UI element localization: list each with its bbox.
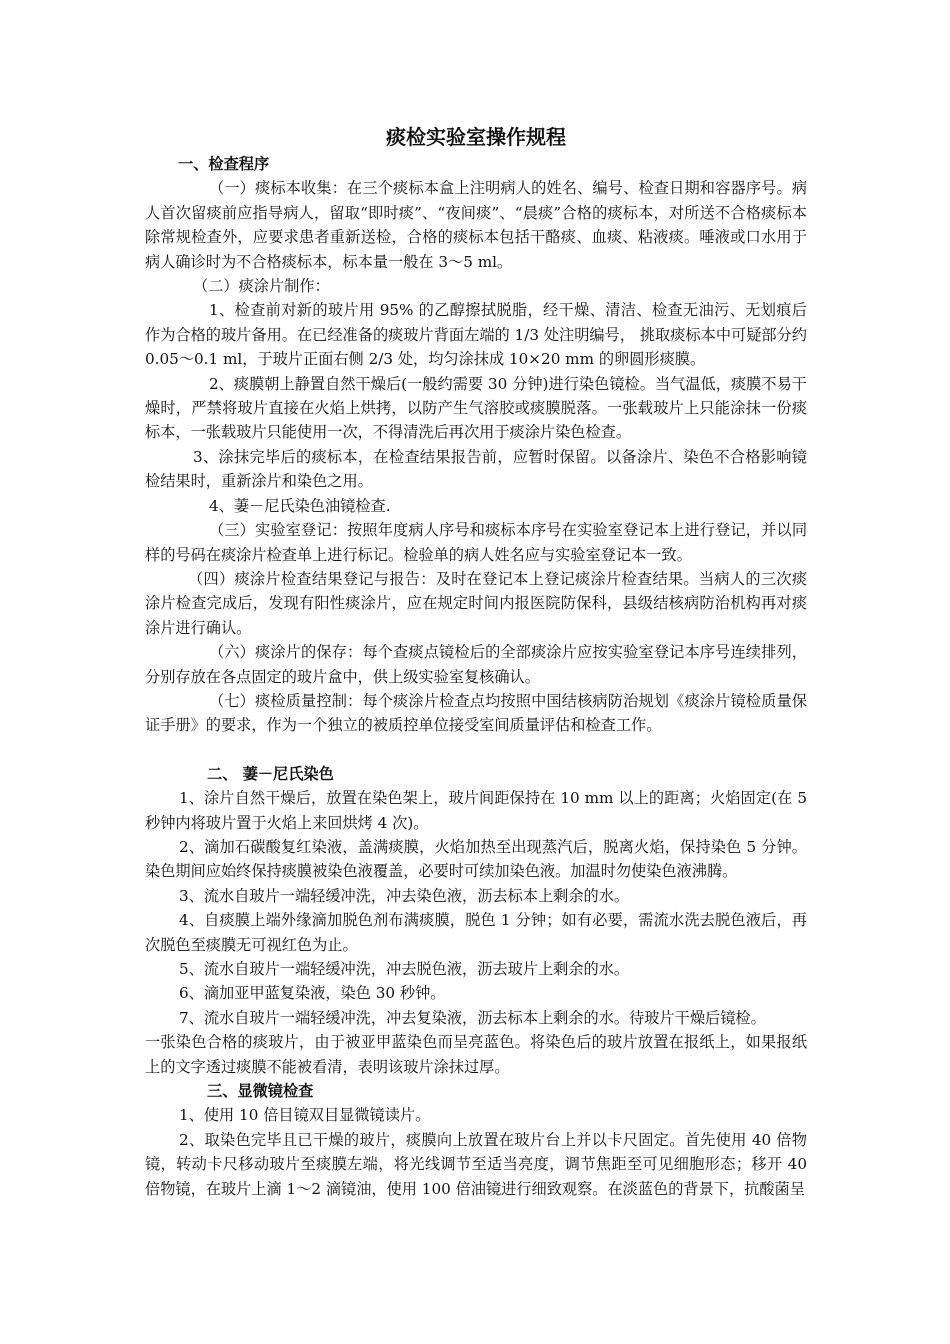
paragraph-lab-registration: （三）实验室登记：按照年度病人序号和痰标本序号在实验室登记本上进行登记，并以同样的号码在痰涂片检查单上进行标记。检验单的病人姓名应与实验室登记本一致。: [145, 521, 807, 564]
list-item: 5、流水自玻片一端轻缓冲洗，冲去脱色液，沥去玻片上剩余的水。: [179, 960, 630, 978]
list-item: 2、滴加石碳酸复红染液，盖满痰膜，火焰加热至出现蒸汽后，脱离火焰，保持染色 5 分钟。染色期间应始终保持痰膜被染色液覆盖，必要时可续加染色液。加温时勿使染色液沸腾。: [145, 837, 807, 881]
section-heading-microscopy: 三、显微镜检查: [207, 1082, 314, 1101]
paragraph-smear-step-2: 2、痰膜朝上静置自然干燥后(一般约需要 30 分钟)进行染色镜检。当气温低，痰膜不易干燥时，严禁将玻片直接在火焰上烘拷，以防产生气溶胶或痰膜脱落。一张载玻片上只能涂抹一份痰标本，一张载玻片只能使用一次，不得清洗后再次用于痰涂片染色检查。: [145, 374, 807, 442]
list-item: 1、使用 10 倍目镜双目显微镜读片。: [179, 1106, 431, 1125]
paragraph-smear-storage: （六）痰涂片的保存：每个查痰点镜检后的全部痰涂片应按实验室登记本序号连续排列，分别存放在各点固定的玻片盒中，供上级实验室复核确认。: [145, 643, 807, 686]
document-title: 痰检实验室操作规程: [386, 125, 566, 149]
list-item: 2、取染色完毕且已干燥的玻片，痰膜向上放置在玻片台上并以卡尺固定。首先使用 40 倍物镜，转动卡尺移动玻片至痰膜左端，将光线调节至适当亮度，调节焦距至可见细胞形态；移开 40 倍物镜，在玻片上滴 1～2 滴镜油，使用 100 倍油镜进行细致观察。在淡蓝色的背景下，抗酸菌呈: [145, 1130, 807, 1198]
spacer: [145, 738, 807, 762]
document-body: [145, 122, 807, 1201]
list-item: 6、滴加亚甲蓝复染液，染色 30 秒钟。: [179, 984, 446, 1003]
paragraph-smear-step-1: 1、检查前对新的玻片用 95% 的乙醇擦拭脱脂，经干燥、清洁、检查无油污、无划痕后作为合格的玻片备用。在已经准备的痰玻片背面左端的 1/3 处注明编号， 挑取痰标本中可疑部分约 0.05～0.1 ml，于玻片正面右侧 2/3 处，均匀涂抹成 10×20 mm 的卵圆形痰膜。: [145, 301, 807, 369]
list-item: 4、自痰膜上端外缘滴加脱色剂布满痰膜，脱色 1 分钟；如有必要，需流水洗去脱色液后，再次脱色至痰膜无可视红色为止。: [145, 911, 807, 954]
list-item: 3、流水自玻片一端轻缓冲洗，冲去染色液，沥去标本上剩余的水。: [179, 886, 630, 905]
list-item: 7、流水自玻片一端轻缓冲洗，冲去复染液，沥去标本上剩余的水。待玻片干燥后镜检。: [179, 1008, 766, 1027]
paragraph-smear-step-3: 3、涂抹完毕后的痰标本，在检查结果报告前，应暂时保留。以备涂片、染色不合格影响镜检结果时，重新涂片和染色之用。: [145, 447, 807, 491]
paragraph-quality-control: （七）痰检质量控制：每个痰涂片检查点均按照中国结核病防治规划《痰涂片镜检质量保证手册》的要求，作为一个独立的被质控单位接受室间质量评估和检查工作。: [145, 691, 807, 735]
paragraph-staining-note: 一张染色合格的痰玻片，由于被亚甲蓝染色而呈亮蓝色。将染色后的玻片放置在报纸上，如果报纸上的文字透过痰膜不能被看清，表明该玻片涂抹过厚。: [145, 1033, 807, 1076]
list-item: 1、涂片自然干燥后，放置在染色架上，玻片间距保持在 10 mm 以上的距离；火焰固定(在 5 秒钟内将玻片置于火焰上来回烘烤 4 次)。: [145, 789, 807, 832]
paragraph-result-report: （四）痰涂片检查结果登记与报告：及时在登记本上登记痰涂片检查结果。当病人的三次痰涂片检查完成后，发现有阳性痰涂片，应在规定时间内报医院防保科，县级结核病防治机构再对痰涂片进行确认。: [145, 569, 807, 637]
paragraph-specimen-collection: （一）痰标本收集：在三个痰标本盒上注明病人的姓名、编号、检查日期和容器序号。病人首次留痰前应指导病人，留取“即时痰”、“夜间痰”、“晨痰”合格的痰标本，对所送不合格痰标本除常规检查外，应要求患者重新送检，合格的痰标本包括干酪痰、血痰、粘液痰。唾液或口水用于病人确诊时为不合格痰标本，标本量一般在 3～5 ml。: [145, 179, 807, 271]
paragraph-smear-step-4: 4、萋－尼氏染色油镜检查.: [209, 496, 391, 515]
section-heading-procedure: 一、检查程序: [178, 155, 270, 173]
paragraph-smear-preparation-heading: （二）痰涂片制作：: [193, 277, 330, 296]
section-heading-staining: 二、 萋－尼氏染色: [207, 764, 334, 783]
